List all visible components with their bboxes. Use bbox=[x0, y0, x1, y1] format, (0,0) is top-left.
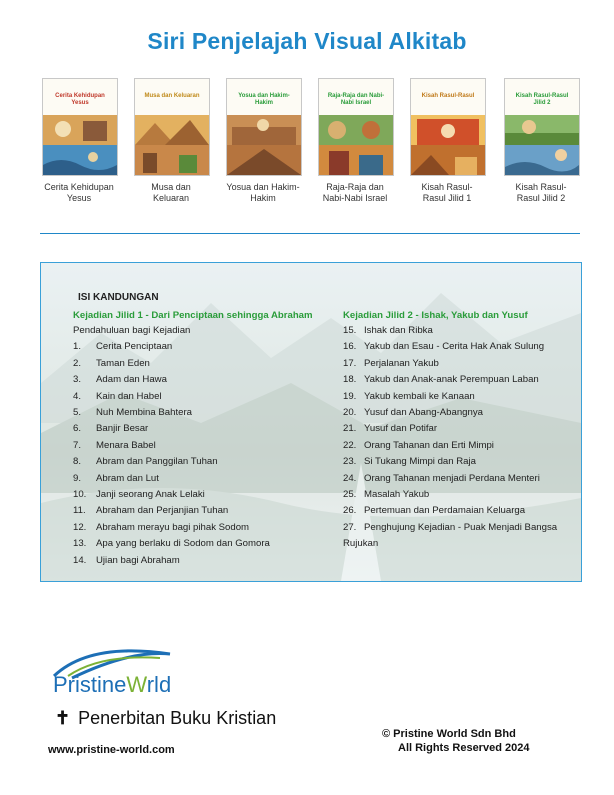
toc-item[interactable] bbox=[73, 520, 333, 536]
toc-item-number: 13. bbox=[73, 538, 87, 550]
cover-image bbox=[504, 78, 580, 176]
toc-item-number: 15. bbox=[343, 325, 357, 336]
toc-item-label: Banjir Besar bbox=[96, 423, 149, 435]
cover-title: Kisah Rasul-Rasul Jilid 2 bbox=[515, 93, 569, 106]
toc-item[interactable] bbox=[343, 339, 575, 355]
toc-item[interactable] bbox=[343, 520, 575, 536]
toc-item-number: 26. bbox=[343, 505, 357, 517]
toc-item[interactable] bbox=[343, 389, 575, 405]
toc-item-number: 6. bbox=[73, 423, 82, 435]
toc-column-left bbox=[73, 309, 333, 569]
toc-item-number: 27. bbox=[343, 521, 357, 533]
copyright-block bbox=[382, 727, 529, 755]
cover-title: Yosua dan Hakim-Hakim bbox=[238, 93, 290, 106]
toc-item-number: 11. bbox=[73, 505, 86, 517]
cover-title: Raja-Raja dan Nabi-Nabi Israel bbox=[327, 93, 385, 106]
toc-item-label: Janji seorang Anak Lelaki bbox=[96, 489, 205, 501]
toc-item[interactable] bbox=[73, 421, 333, 437]
toc-item-number: 12. bbox=[73, 521, 87, 533]
cover-image bbox=[134, 78, 210, 176]
toc-item[interactable] bbox=[73, 339, 333, 355]
book-cover-5[interactable] bbox=[410, 78, 484, 204]
cover-image bbox=[226, 78, 302, 176]
book-cover-1[interactable] bbox=[42, 78, 116, 204]
book-cover-3[interactable] bbox=[226, 78, 300, 204]
toc-item-label: Perjalanan Yakub bbox=[364, 357, 439, 369]
book-caption: Cerita Kehidupan Yesus bbox=[44, 182, 114, 203]
toc-item-label: Orang Tahanan menjadi Perdana Menteri bbox=[364, 472, 540, 484]
toc-item-label: Orang Tahanan dan Erti Mimpi bbox=[364, 439, 494, 451]
toc-item-number: 8. bbox=[73, 456, 82, 468]
toc-item-label: Kain dan Habel bbox=[96, 390, 162, 402]
brand-logo[interactable] bbox=[53, 672, 171, 698]
book-series-row bbox=[42, 78, 582, 218]
toc-item-number: 3. bbox=[73, 374, 82, 386]
toc-item-number: 24. bbox=[343, 472, 357, 484]
toc-item-label: Yusuf dan Abang-Abangnya bbox=[364, 407, 483, 419]
book-cover-4[interactable] bbox=[318, 78, 392, 204]
cover-image bbox=[318, 78, 394, 176]
volume-title: Kejadian Jilid 1 - Dari Penciptaan sehingga Abraham bbox=[73, 310, 313, 321]
volume-title: Kejadian Jilid 2 - Ishak, Yakub dan Yusuf bbox=[343, 310, 528, 321]
toc-item-label: Adam dan Hawa bbox=[96, 374, 167, 386]
toc-item-number: 16. bbox=[343, 341, 357, 353]
section-divider bbox=[40, 233, 580, 234]
toc-item-number: 2. bbox=[73, 357, 82, 369]
toc-item-number: 18. bbox=[343, 374, 357, 386]
cover-title: Musa dan Keluaran bbox=[144, 93, 200, 99]
toc-item[interactable] bbox=[343, 323, 575, 339]
toc-item[interactable] bbox=[73, 503, 333, 519]
table-of-contents bbox=[40, 262, 582, 582]
toc-item[interactable] bbox=[343, 405, 575, 421]
tagline-text: Penerbitan Buku Kristian bbox=[78, 708, 277, 728]
toc-item-number: 1. bbox=[73, 341, 82, 353]
toc-item-label: Abraham merayu bagi pihak Sodom bbox=[96, 521, 250, 533]
toc-item-number: 22. bbox=[343, 439, 357, 451]
toc-item-label: Yakub kembali ke Kanaan bbox=[364, 390, 475, 402]
toc-continuation: Rujukan bbox=[343, 538, 379, 550]
toc-item-number: 9. bbox=[73, 472, 82, 484]
website-link[interactable]: www.pristine-world.com bbox=[48, 744, 175, 756]
book-caption: Yosua dan Hakim-Hakim bbox=[226, 182, 300, 203]
cover-title: Kisah Rasul-Rasul bbox=[421, 93, 475, 99]
toc-item-label: Yakub dan Esau - Cerita Hak Anak Sulung bbox=[364, 341, 545, 353]
toc-item-label: Abram dan Lut bbox=[96, 472, 159, 484]
toc-item-label: Menara Babel bbox=[96, 439, 156, 451]
toc-item-number: 10. bbox=[73, 489, 87, 501]
rights-text: All Rights Reserved 2024 bbox=[398, 742, 530, 754]
toc-item[interactable] bbox=[343, 356, 575, 372]
toc-item-label: Yakub dan Anak-anak Perempuan Laban bbox=[364, 374, 539, 386]
toc-item-label: Masalah Yakub bbox=[364, 489, 430, 501]
toc-item[interactable] bbox=[73, 487, 333, 503]
toc-item-label: Taman Eden bbox=[96, 357, 150, 369]
toc-item-label: Abram dan Panggilan Tuhan bbox=[96, 456, 218, 468]
toc-item-label: Yusuf dan Potifar bbox=[364, 423, 438, 435]
logo-text-w: W bbox=[126, 672, 147, 697]
toc-item-number: 5. bbox=[73, 407, 82, 419]
logo-text-pristine: Pristine bbox=[53, 672, 127, 697]
toc-item-number: 21. bbox=[343, 423, 357, 435]
toc-item[interactable] bbox=[343, 487, 575, 503]
book-caption: Kisah Rasul-Rasul Jilid 2 bbox=[515, 182, 567, 203]
toc-heading: ISI KANDUNGAN bbox=[78, 292, 159, 303]
toc-item[interactable] bbox=[73, 471, 333, 487]
toc-item-number: 7. bbox=[73, 439, 82, 451]
toc-item-label: Nuh Membina Bahtera bbox=[96, 407, 192, 419]
toc-item[interactable] bbox=[73, 389, 333, 405]
cover-image bbox=[410, 78, 486, 176]
toc-item[interactable] bbox=[343, 454, 575, 470]
toc-item[interactable] bbox=[343, 421, 575, 437]
toc-item[interactable] bbox=[343, 471, 575, 487]
toc-item[interactable] bbox=[73, 536, 333, 552]
cover-title: Cerita Kehidupan Yesus bbox=[55, 93, 105, 106]
toc-item[interactable] bbox=[343, 503, 575, 519]
toc-item-label: Ujian bagi Abraham bbox=[96, 554, 180, 566]
toc-item-label: Ishak dan Ribka bbox=[364, 325, 433, 336]
toc-item[interactable] bbox=[73, 405, 333, 421]
book-cover-2[interactable] bbox=[134, 78, 208, 204]
copyright-text: © Pristine World Sdn Bhd bbox=[382, 728, 516, 740]
page-title: Siri Penjelajah Visual Alkitab bbox=[147, 28, 467, 54]
toc-column-right bbox=[343, 309, 575, 553]
toc-item-number: 4. bbox=[73, 390, 82, 402]
cover-image bbox=[42, 78, 118, 176]
toc-item[interactable] bbox=[73, 372, 333, 388]
publisher-tagline bbox=[55, 708, 276, 729]
book-caption: Kisah Rasul-Rasul Jilid 1 bbox=[421, 182, 473, 203]
toc-item[interactable] bbox=[343, 372, 575, 388]
toc-item-number: 19. bbox=[343, 390, 357, 402]
toc-item[interactable] bbox=[343, 438, 575, 454]
book-cover-6[interactable] bbox=[504, 78, 578, 204]
toc-item-label: Si Tukang Mimpi dan Raja bbox=[364, 456, 476, 468]
toc-item-number: 14. bbox=[73, 554, 87, 566]
toc-item[interactable] bbox=[73, 454, 333, 470]
toc-item-number: 17. bbox=[343, 357, 357, 369]
cross-icon: ✝ bbox=[55, 708, 71, 728]
logo-text-rld: rld bbox=[146, 672, 172, 697]
toc-item-number: 23. bbox=[343, 456, 357, 468]
book-caption: Raja-Raja dan Nabi-Nabi Israel bbox=[322, 182, 388, 203]
toc-item-label: Cerita Penciptaan bbox=[96, 341, 173, 353]
toc-intro: Pendahuluan bagi Kejadian bbox=[73, 325, 191, 336]
toc-item-number: 20. bbox=[343, 407, 357, 419]
toc-item-label: Apa yang berlaku di Sodom dan Gomora bbox=[96, 538, 270, 550]
toc-item[interactable] bbox=[73, 438, 333, 454]
toc-item-label: Abraham dan Perjanjian Tuhan bbox=[96, 505, 229, 517]
toc-item[interactable] bbox=[73, 356, 333, 372]
book-caption: Musa dan Keluaran bbox=[151, 182, 191, 203]
toc-item-label: Penghujung Kejadian - Puak Menjadi Bangsa bbox=[364, 521, 558, 533]
toc-item-number: 25. bbox=[343, 489, 357, 501]
toc-item-label: Pertemuan dan Perdamaian Keluarga bbox=[364, 505, 526, 517]
toc-item[interactable] bbox=[73, 553, 333, 569]
